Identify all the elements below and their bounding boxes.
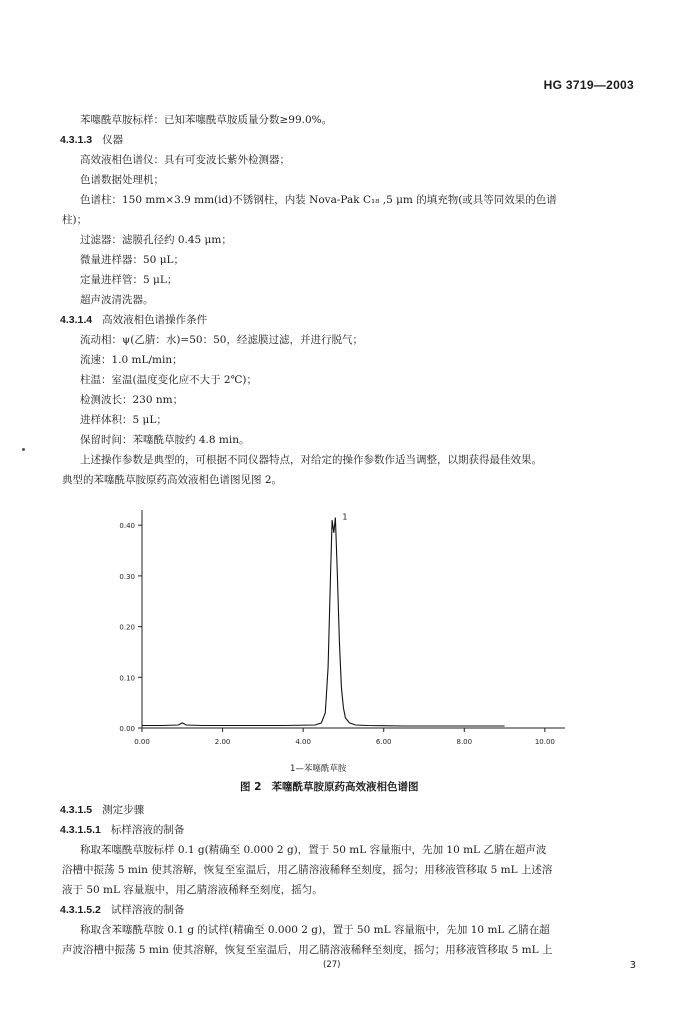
procedure-text: 称取苯噻酰草胺标样 0.1 g(精确至 0.000 2 g)，置于 50 mL 容量瓶中，先加 10 mL 乙腈在超声波 (80, 844, 547, 856)
procedure-text: 称取含苯噻酰草胺 0.1 g 的试样(精确至 0.000 2 g)，置于 50 mL 容量瓶中，先加 10 mL 乙腈在超 (80, 924, 550, 936)
figure-legend: 1—苯噻酰草胺 (290, 764, 347, 774)
x-tick-label: 8.00 (456, 738, 473, 746)
instrument-item: 定量进样管：5 μL； (80, 274, 178, 286)
series-line (142, 518, 505, 726)
section-title: 高效液相色谱操作条件 (102, 314, 208, 326)
figure-caption (240, 779, 418, 794)
chromatogram-svg (100, 500, 600, 760)
procedure-text: 浴槽中振荡 5 min 使其溶解，恢复至室温后，用乙腈溶液稀释至刻度，摇匀；用移液管移取 5 mL 上述溶 (62, 864, 553, 876)
y-tick-label: 0.40 (119, 522, 135, 531)
x-tick-label: 2.00 (214, 738, 231, 746)
instrument-item: 色谱数据处理机； (80, 174, 164, 186)
x-tick-label: 6.00 (375, 738, 392, 746)
section-title: 测定步骤 (102, 804, 145, 816)
section-title: 仪器 (102, 134, 124, 146)
section-number: 4.3.1.5.2 (60, 904, 101, 916)
instrument-item: 过滤器：滤膜孔径约 0.45 μm； (80, 234, 232, 246)
instrument-item: 超声波清洗器。 (80, 294, 154, 306)
procedure-text: 液于 50 mL 容量瓶中，用乙腈溶液稀释至刻度，摇匀。 (62, 884, 323, 896)
figure-number: 图 2 (240, 781, 262, 793)
y-tick-label: 0.30 (119, 572, 135, 581)
figure-title: 苯噻酰草胺原药高效液相色谱图 (271, 781, 419, 793)
instrument-item: 微量进样器：50 μL； (80, 254, 184, 266)
section-title: 标样溶液的制备 (110, 824, 185, 836)
scan-speck (22, 448, 25, 451)
x-tick-label: 4.00 (295, 738, 311, 746)
section-4-3-1-5-1-heading (60, 820, 184, 840)
section-number: 4.3.1.5.1 (60, 824, 101, 836)
standard-code: HG 3719—2003 (543, 78, 634, 92)
section-4-3-1-3-heading (60, 130, 123, 150)
section-number: 4.3.1.3 (60, 134, 93, 146)
note-line: 上述操作参数是典型的，可根据不同仪器特点，对给定的操作参数作适当调整，以期获得最佳效果。 (80, 454, 542, 466)
section-4-3-1-4-heading (60, 310, 207, 330)
condition-item: 柱温：室温(温度变化应不大于 2℃)； (80, 374, 257, 386)
condition-item: 流速：1.0 mL/min； (80, 354, 183, 366)
peak-label: 1 (342, 512, 348, 522)
section-number: 4.3.1.5 (60, 804, 93, 816)
section-4-3-1-5-heading (60, 800, 144, 820)
reference-standard-text: 苯噻酰草胺标样：已知苯噻酰草胺质量分数≥99.0%。 (80, 114, 333, 126)
section-number: 4.3.1.4 (60, 314, 93, 326)
x-tick-label: 10.00 (534, 738, 555, 746)
section-title: 试样溶液的制备 (110, 904, 185, 916)
y-tick-label: 0.20 (119, 623, 135, 632)
page-code: (27) (323, 960, 341, 970)
page-number: 3 (629, 960, 636, 971)
y-tick-label: 0.10 (119, 674, 135, 683)
condition-item: 保留时间：苯噻酰草胺约 4.8 min。 (80, 434, 250, 446)
chromatogram-chart (100, 500, 600, 760)
instrument-item: 高效液相色谱仪：具有可变波长紫外检测器； (80, 154, 290, 166)
instrument-item: 色谱柱：150 mm×3.9 mm(id)不锈钢柱，内装 Nova-Pak C₁₈ ,5 μm 的填充物(或具等同效果的色谱 (80, 194, 557, 206)
note-line: 典型的苯噻酰草胺原药高效液相色谱图见图 2。 (62, 474, 283, 486)
section-4-3-1-5-2-heading (60, 900, 184, 920)
procedure-text: 声波浴槽中振荡 5 min 使其溶解，恢复至室温后，用乙腈溶液稀释至刻度，摇匀；用移液管移取 5 mL 上 (62, 944, 553, 956)
condition-item: 进样体积：5 μL； (80, 414, 167, 426)
x-tick-label: 0.00 (134, 738, 150, 746)
condition-item: 流动相：ψ(乙腈：水)=50：50，经滤膜过滤，并进行脱气； (80, 334, 363, 346)
instrument-item: 柱)； (62, 214, 88, 226)
condition-item: 检测波长：230 nm； (80, 394, 184, 406)
y-tick-label: 0.00 (119, 725, 135, 733)
